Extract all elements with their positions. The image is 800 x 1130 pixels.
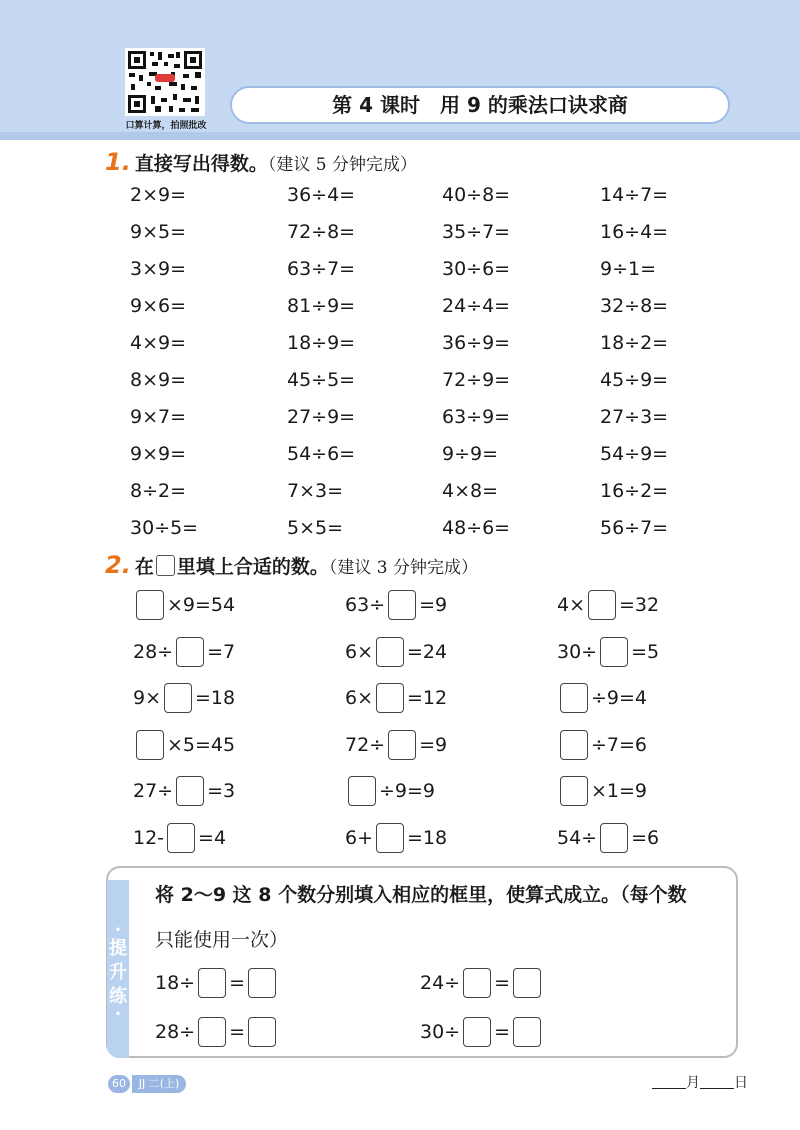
equation-right: =18 bbox=[195, 687, 236, 709]
calc-item: 54÷6= bbox=[287, 443, 356, 465]
calc-item: 9÷9= bbox=[442, 443, 499, 465]
fill-equation bbox=[345, 590, 447, 620]
practice-equation bbox=[155, 968, 279, 998]
answer-box[interactable] bbox=[388, 590, 416, 620]
calc-item: 9×5= bbox=[130, 221, 187, 243]
practice-equation bbox=[420, 968, 544, 998]
calc-item: 45÷9= bbox=[600, 369, 669, 391]
calc-item: 18÷9= bbox=[287, 332, 356, 354]
calc-item: 16÷2= bbox=[600, 480, 669, 502]
calc-item: 9×7= bbox=[130, 406, 187, 428]
calc-item: 56÷7= bbox=[600, 517, 669, 539]
answer-box[interactable] bbox=[376, 823, 404, 853]
page-number: 60 bbox=[108, 1075, 130, 1093]
month-blank[interactable] bbox=[652, 1074, 686, 1089]
answer-box[interactable] bbox=[600, 637, 628, 667]
fill-equation bbox=[133, 823, 226, 853]
equation-right: =5 bbox=[631, 640, 660, 663]
calc-item: 27÷3= bbox=[600, 406, 669, 428]
equation-right: ×9=54 bbox=[167, 594, 236, 616]
calc-item: 3×9= bbox=[130, 258, 187, 280]
equation-left: 6× bbox=[345, 687, 374, 709]
calc-item: 54÷9= bbox=[600, 443, 669, 465]
equation-right: =9 bbox=[419, 594, 448, 616]
calc-item: 30÷5= bbox=[130, 517, 199, 539]
calc-item: 63÷9= bbox=[442, 406, 511, 428]
equation-left: 27÷ bbox=[133, 780, 174, 802]
answer-box[interactable] bbox=[248, 968, 276, 998]
practice-equation-equals: = bbox=[494, 1021, 511, 1043]
practice-equation-left: 28÷ bbox=[155, 1021, 196, 1043]
equation-left: 4× bbox=[557, 594, 586, 616]
practice-equation-left: 24÷ bbox=[420, 972, 461, 994]
fill-equation bbox=[557, 590, 659, 620]
calc-item: 4×8= bbox=[442, 480, 499, 502]
practice-equation-left: 30÷ bbox=[420, 1021, 461, 1043]
answer-box[interactable] bbox=[388, 730, 416, 760]
qr-code-icon bbox=[125, 48, 205, 116]
month-label: 月 bbox=[686, 1075, 700, 1091]
equation-right: ×1=9 bbox=[591, 780, 648, 802]
answer-box[interactable] bbox=[348, 776, 376, 806]
fill-equation bbox=[133, 776, 235, 806]
calc-item: 27÷9= bbox=[287, 406, 356, 428]
answer-box[interactable] bbox=[198, 968, 226, 998]
equation-right: =6 bbox=[631, 826, 660, 849]
fill-equation bbox=[345, 776, 435, 806]
answer-box[interactable] bbox=[600, 823, 628, 853]
section2-number: 2. bbox=[105, 551, 131, 579]
equation-left: 9× bbox=[133, 687, 162, 709]
answer-box[interactable] bbox=[136, 590, 164, 620]
practice-equation bbox=[420, 1017, 544, 1047]
section1-title: 直接写出得数。 bbox=[134, 153, 268, 175]
equation-right: ÷9=4 bbox=[591, 687, 648, 709]
answer-box[interactable] bbox=[176, 776, 204, 806]
calc-item: 5×5= bbox=[287, 517, 344, 539]
date-fields bbox=[652, 1072, 748, 1092]
equation-right: =9 bbox=[419, 733, 448, 756]
practice-label-char: 提 bbox=[109, 938, 127, 959]
answer-box[interactable] bbox=[463, 1017, 491, 1047]
section2-title-after: 里填上合适的数。 bbox=[176, 556, 329, 578]
calc-item: 36÷9= bbox=[442, 332, 511, 354]
calc-item: 8÷2= bbox=[130, 480, 187, 502]
calc-item: 35÷7= bbox=[442, 221, 511, 243]
practice-label-char: 练 bbox=[109, 986, 127, 1007]
answer-box[interactable] bbox=[248, 1017, 276, 1047]
answer-box[interactable] bbox=[588, 590, 616, 620]
practice-equation-equals: = bbox=[229, 972, 246, 994]
section2-hint: （建议 3 分钟完成） bbox=[328, 558, 478, 578]
equation-left: 6+ bbox=[345, 826, 374, 849]
practice-equation-equals: = bbox=[494, 972, 511, 994]
calc-item: 9×6= bbox=[130, 295, 187, 317]
answer-box[interactable] bbox=[164, 683, 192, 713]
equation-right: =3 bbox=[207, 780, 236, 802]
qr-caption: 口算计算，拍照批改 bbox=[125, 121, 207, 131]
answer-box[interactable] bbox=[560, 730, 588, 760]
equation-right: =32 bbox=[619, 594, 660, 616]
book-tag: JJ 二(上) bbox=[132, 1075, 186, 1093]
calc-item: 32÷8= bbox=[600, 295, 669, 317]
fill-equation bbox=[557, 637, 659, 667]
fill-equation bbox=[557, 823, 659, 853]
practice-equation-equals: = bbox=[229, 1021, 246, 1043]
equation-left: 12- bbox=[133, 826, 165, 849]
answer-box[interactable] bbox=[513, 1017, 541, 1047]
answer-box[interactable] bbox=[463, 968, 491, 998]
answer-box[interactable] bbox=[560, 683, 588, 713]
fill-equation bbox=[557, 730, 647, 760]
calc-item: 16÷4= bbox=[600, 221, 669, 243]
equation-right: ÷9=9 bbox=[379, 780, 436, 802]
practice-label-char: 升 bbox=[109, 962, 127, 983]
calc-item: 7×3= bbox=[287, 480, 344, 502]
calc-item: 72÷8= bbox=[287, 221, 356, 243]
fill-equation bbox=[133, 637, 235, 667]
calc-item: 30÷6= bbox=[442, 258, 511, 280]
calc-item: 48÷6= bbox=[442, 517, 511, 539]
calc-item: 9÷1= bbox=[600, 258, 657, 280]
calc-item: 24÷4= bbox=[442, 295, 511, 317]
section1-number: 1. bbox=[105, 148, 131, 176]
calc-item: 40÷8= bbox=[442, 184, 511, 206]
calc-item: 14÷7= bbox=[600, 184, 669, 206]
section1-hint: （建议 5 分钟完成） bbox=[267, 155, 417, 175]
equation-right: =18 bbox=[407, 826, 448, 849]
fill-equation bbox=[345, 823, 447, 853]
answer-box[interactable] bbox=[198, 1017, 226, 1047]
equation-left: 63÷ bbox=[345, 594, 386, 616]
equation-right: =12 bbox=[407, 687, 448, 709]
answer-box[interactable] bbox=[513, 968, 541, 998]
fill-equation bbox=[345, 683, 447, 713]
equation-left: 30÷ bbox=[557, 640, 598, 663]
equation-right: ×5=45 bbox=[167, 733, 236, 756]
calc-item: 2×9= bbox=[130, 184, 187, 206]
calc-item: 8×9= bbox=[130, 369, 187, 391]
day-label: 日 bbox=[734, 1075, 748, 1091]
equation-left: 72÷ bbox=[345, 733, 386, 756]
answer-box[interactable] bbox=[167, 823, 195, 853]
fill-equation bbox=[133, 730, 235, 760]
section2-title-before: 在 bbox=[134, 556, 154, 578]
calc-item: 81÷9= bbox=[287, 295, 356, 317]
answer-box[interactable] bbox=[136, 730, 164, 760]
practice-equation bbox=[155, 1017, 279, 1047]
fill-equation bbox=[133, 683, 235, 713]
calc-item: 18÷2= bbox=[600, 332, 669, 354]
calc-item: 9×9= bbox=[130, 443, 187, 465]
section2-heading bbox=[105, 551, 478, 579]
equation-right: =24 bbox=[407, 640, 448, 663]
fill-equation bbox=[557, 776, 647, 806]
equation-right: ÷7=6 bbox=[591, 733, 648, 756]
answer-box[interactable] bbox=[376, 683, 404, 713]
calc-item: 45÷5= bbox=[287, 369, 356, 391]
fill-equation bbox=[345, 637, 447, 667]
answer-box[interactable] bbox=[176, 637, 204, 667]
answer-box-icon bbox=[156, 555, 175, 576]
practice-equation-left: 18÷ bbox=[155, 972, 196, 994]
calc-item: 72÷9= bbox=[442, 369, 511, 391]
lesson-title: 第 4 课时 用 9 的乘法口诀求商 bbox=[230, 86, 730, 124]
calc-item: 4×9= bbox=[130, 332, 187, 354]
calc-item: 63÷7= bbox=[287, 258, 356, 280]
equation-right: =7 bbox=[207, 640, 236, 663]
practice-instruction-line2: 只能使用一次） bbox=[155, 929, 289, 951]
equation-left: 28÷ bbox=[133, 640, 174, 663]
equation-right: =4 bbox=[198, 826, 227, 849]
practice-instruction-line1: 将 2～9 这 8 个数分别填入相应的框里，使算式成立。（每个数 bbox=[155, 884, 687, 906]
answer-box[interactable] bbox=[560, 776, 588, 806]
practice-label: • 提 升 练 • bbox=[109, 925, 127, 1020]
equation-left: 6× bbox=[345, 640, 374, 663]
equation-left: 54÷ bbox=[557, 826, 598, 849]
fill-equation bbox=[557, 683, 647, 713]
section1-heading bbox=[105, 148, 417, 176]
fill-equation bbox=[133, 590, 235, 620]
fill-equation bbox=[345, 730, 447, 760]
day-blank[interactable] bbox=[700, 1074, 734, 1089]
answer-box[interactable] bbox=[376, 637, 404, 667]
calc-item: 36÷4= bbox=[287, 184, 356, 206]
